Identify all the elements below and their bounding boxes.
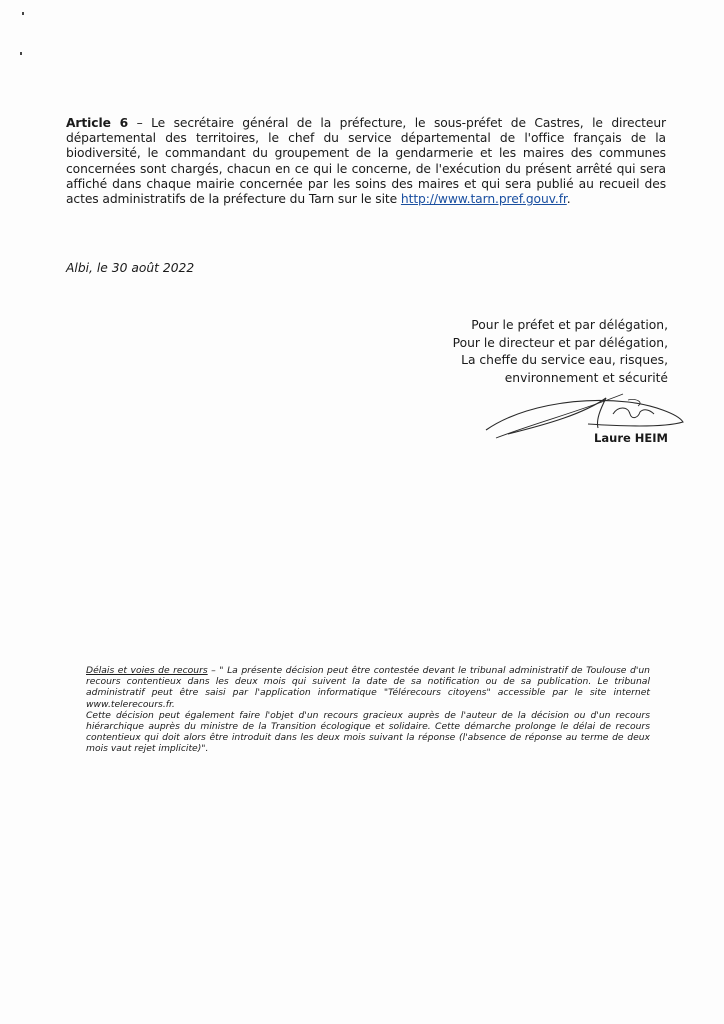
appeal-notice-title: Délais et voies de recours [86, 665, 208, 676]
service-title-line: La cheffe du service eau, risques, [461, 353, 668, 367]
article-body: Le secrétaire général de la préfecture, le sous-préfet de Castres, le directeur départemental des territoires, le chef du service départemental de l'office français de la biodiversité, le commandant du groupement de la gendarmerie et les maires des communes concernées sont chargés, chacun en ce qui le concerne, de l'exécution du présent arrêté qui sera affiché dans chaque mairie concernée par les soins des maires et qui sera publié au recueil des actes administratifs de la préfecture du Tarn sur le site [66, 116, 666, 207]
prefecture-website-link[interactable]: http://www.tarn.pref.gouv.fr [400, 192, 567, 207]
service-title-line-2: environnement et sécurité [504, 370, 668, 385]
appeal-notice-para-1 [86, 665, 650, 710]
scan-artifact [22, 12, 24, 15]
scan-artifact [20, 52, 22, 55]
appeal-notice-para-2: Cette décision peut également faire l'objet d'un recours gracieux auprès de l'auteur de la décision ou d'un recours hiérarchique auprès du ministre de la Transition écologique et solidaire. Cette démarche prolonge le délai de recours contentieux qui doit alors être introduit dans les deux mois suivant la réponse (l'absence de réponse au terme de deux mois vaut rejet implicite)". [86, 709, 650, 755]
delegation-line-prefet: Pour le préfet et par délégation, [471, 318, 668, 332]
delegation-line-directeur: Pour le directeur et par délégation, [452, 335, 668, 350]
appeal-notice-lead: – " La présente décision peut être contestée devant le tribunal administratif de Toulouse d'un recours contentieux dans les deux mois qui suivent la date de sa notification ou de sa publication. Le tribunal administratif peut être saisi par l'application informatique "Télérecours citoyens" accessible par le site internet www.telerecours.fr. [86, 665, 650, 710]
article-separator: – [128, 116, 152, 130]
place-and-date: Albi, le 30 août 2022 [66, 261, 195, 275]
article-6-paragraph [66, 116, 666, 207]
article-end: . [566, 192, 571, 207]
article-label: Article 6 [66, 116, 129, 130]
appeal-notice [86, 665, 650, 755]
signer-name: Laure HEIM [594, 431, 668, 445]
signature-block [453, 317, 668, 387]
